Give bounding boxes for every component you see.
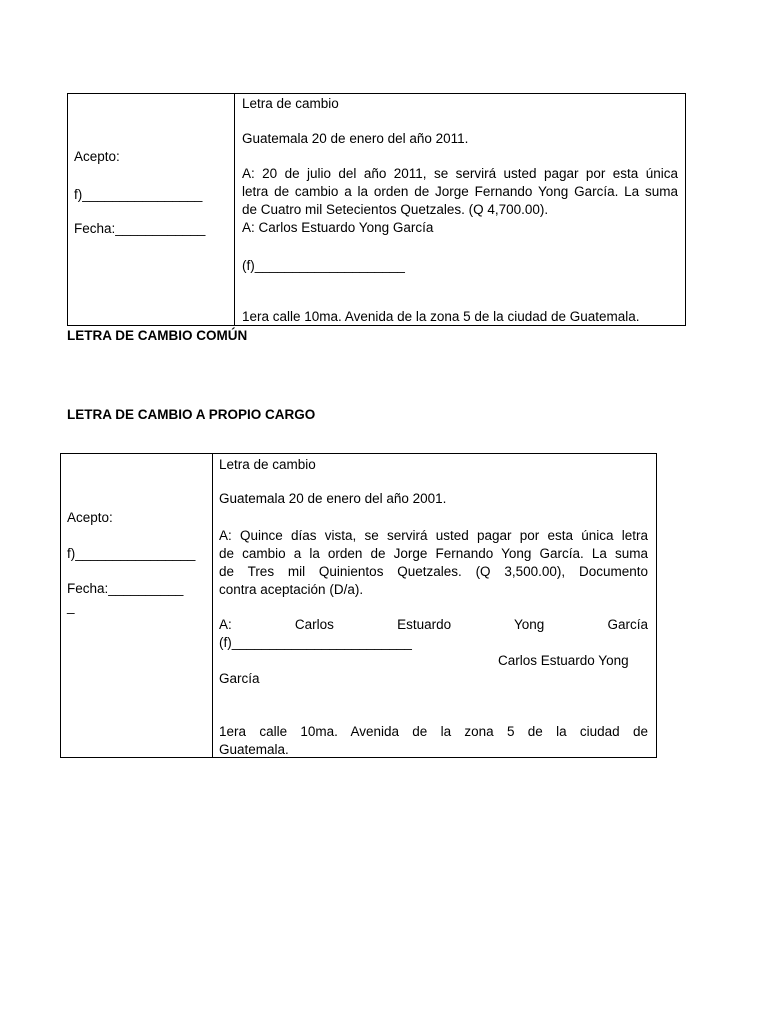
- acceptor-signature-line: f)________________: [67, 546, 196, 561]
- column-divider: [234, 94, 235, 325]
- acceptor-signature-line: f)________________: [74, 187, 203, 202]
- body-line: de cambio a la orden de Jorge Fernando Yong García. La suma: [219, 546, 648, 561]
- signer-name: Carlos Estuardo Yong: [498, 653, 629, 668]
- column-divider: [212, 454, 213, 757]
- letter-title: Letra de cambio: [219, 457, 316, 472]
- acepto-label: Acepto:: [74, 149, 120, 164]
- body-line: de Tres mil Quinientos Quetzales. (Q 3,500.00), Documento: [219, 564, 648, 579]
- body-line: de Cuatro mil Setecientos Quetzales. (Q 4,700.00).: [242, 202, 549, 217]
- body-line: A: 20 de julio del año 2011, se servirá usted pagar por esta única: [242, 166, 678, 181]
- address-line: Guatemala.: [219, 742, 289, 757]
- place-date: Guatemala 20 de enero del año 2011.: [242, 131, 469, 146]
- drawee-line: A: Carlos Estuardo Yong García: [219, 617, 648, 632]
- fecha-label: Fecha:__________: [67, 581, 184, 596]
- acepto-label: Acepto:: [67, 510, 113, 525]
- address-line: 1era calle 10ma. Avenida de la zona 5 de la ciudad de Guatemala.: [242, 309, 640, 324]
- drawer-signature-line: (f)____________________: [242, 258, 405, 273]
- fecha-continuation: _: [67, 599, 75, 614]
- fecha-label: Fecha:____________: [74, 221, 206, 236]
- drawer-signature-line: (f)________________________: [219, 635, 412, 650]
- body-line: letra de cambio a la orden de Jorge Fernando Yong García. La suma: [242, 184, 678, 199]
- address-line: 1era calle 10ma. Avenida de la zona 5 de la ciudad de: [219, 724, 648, 739]
- section-heading-propio-cargo: LETRA DE CAMBIO A PROPIO CARGO: [67, 407, 316, 422]
- body-line: contra aceptación (D/a).: [219, 582, 364, 597]
- place-date: Guatemala 20 de enero del año 2001.: [219, 491, 447, 506]
- drawee-line: A: Carlos Estuardo Yong García: [242, 220, 434, 235]
- section-heading-comun: LETRA DE CAMBIO COMÚN: [67, 328, 248, 343]
- signer-surname: García: [219, 671, 260, 686]
- body-line: A: Quince días vista, se servirá usted pagar por esta única letra: [219, 528, 648, 543]
- letter-title: Letra de cambio: [242, 96, 339, 111]
